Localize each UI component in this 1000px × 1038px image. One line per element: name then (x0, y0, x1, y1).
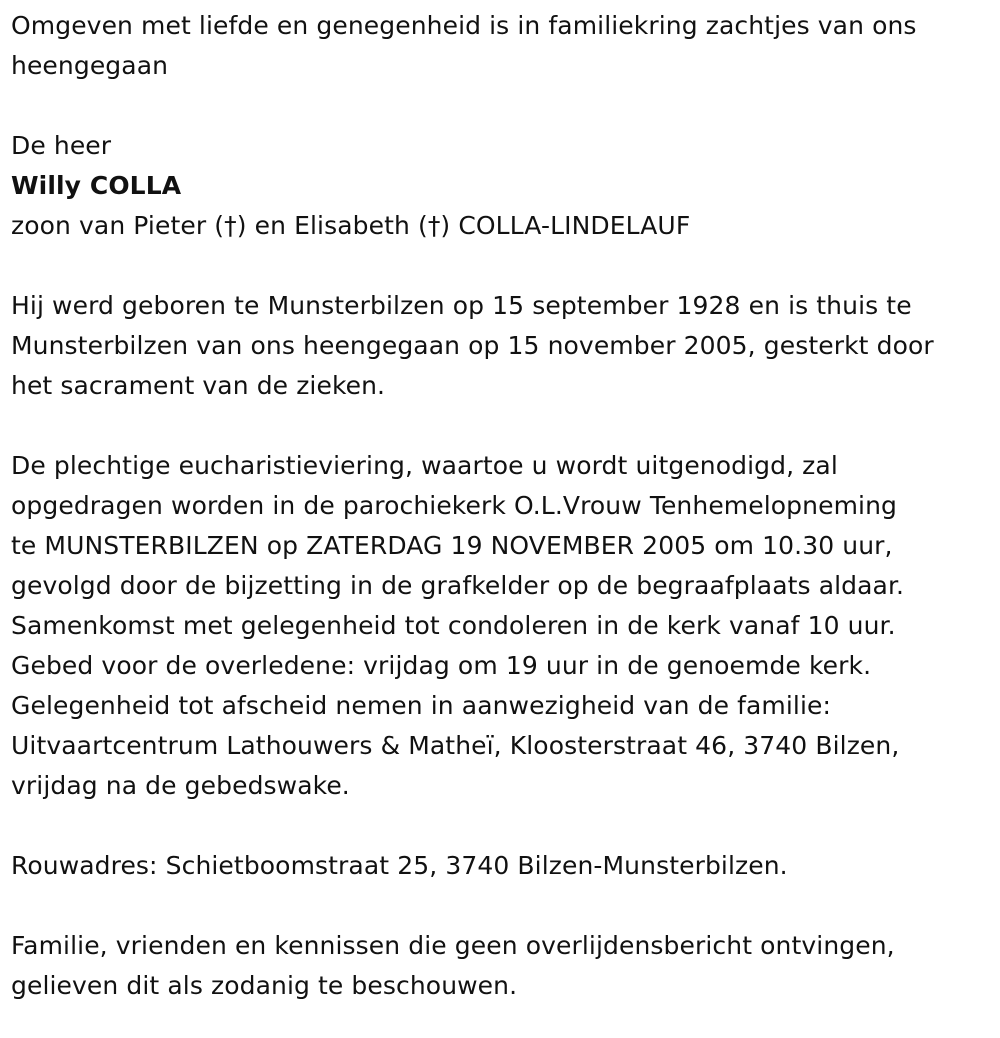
ceremony-line-3: te MUNSTERBILZEN op ZATERDAG 19 NOVEMBER 2005 om 10.30 uur, (11, 531, 893, 560)
ceremony-line-8: Uitvaartcentrum Lathouwers & Matheï, Kloosterstraat 46, 3740 Bilzen, (11, 731, 900, 760)
ceremony-line-5: Samenkomst met gelegenheid tot condoleren in de kerk vanaf 10 uur. (11, 611, 896, 640)
ceremony-line-9: vrijdag na de gebedswake. (11, 771, 350, 800)
paragraph-gap (11, 246, 1000, 286)
salutation: De heer (11, 131, 112, 160)
birth-death-line-3: het sacrament van de zieken. (11, 371, 386, 400)
birth-death-paragraph (11, 286, 1000, 406)
ceremony-line-4: gevolgd door de bijzetting in de grafkelder op de begraafplaats aldaar. (11, 571, 905, 600)
closing-line-1: Familie, vrienden en kennissen die geen overlijdensbericht ontvingen, (11, 931, 895, 960)
intro-paragraph (11, 6, 1000, 86)
paragraph-gap (11, 806, 1000, 846)
deceased-block (11, 126, 1000, 246)
birth-death-line-1: Hij werd geboren te Munsterbilzen op 15 september 1928 en is thuis te (11, 291, 912, 320)
parents-line: zoon van Pieter (†) en Elisabeth (†) COLLA-LINDELAUF (11, 211, 691, 240)
deceased-name: Willy COLLA (11, 171, 182, 200)
address-paragraph (11, 846, 1000, 886)
closing-paragraph (11, 926, 1000, 1006)
birth-death-line-2: Munsterbilzen van ons heengegaan op 15 november 2005, gesterkt door (11, 331, 934, 360)
intro-line-2: heengegaan (11, 51, 169, 80)
paragraph-gap (11, 886, 1000, 926)
ceremony-line-7: Gelegenheid tot afscheid nemen in aanwezigheid van de familie: (11, 691, 832, 720)
paragraph-gap (11, 86, 1000, 126)
paragraph-gap (11, 406, 1000, 446)
intro-line-1: Omgeven met liefde en genegenheid is in familiekring zachtjes van ons (11, 11, 917, 40)
ceremony-paragraph (11, 446, 1000, 806)
ceremony-line-2: opgedragen worden in de parochiekerk O.L.Vrouw Tenhemelopneming (11, 491, 897, 520)
mourning-address: Rouwadres: Schietboomstraat 25, 3740 Bilzen-Munsterbilzen. (11, 851, 788, 880)
ceremony-line-6: Gebed voor de overledene: vrijdag om 19 uur in de genoemde kerk. (11, 651, 872, 680)
ceremony-line-1: De plechtige eucharistieviering, waartoe u wordt uitgenodigd, zal (11, 451, 838, 480)
closing-line-2: gelieven dit als zodanig te beschouwen. (11, 971, 518, 1000)
